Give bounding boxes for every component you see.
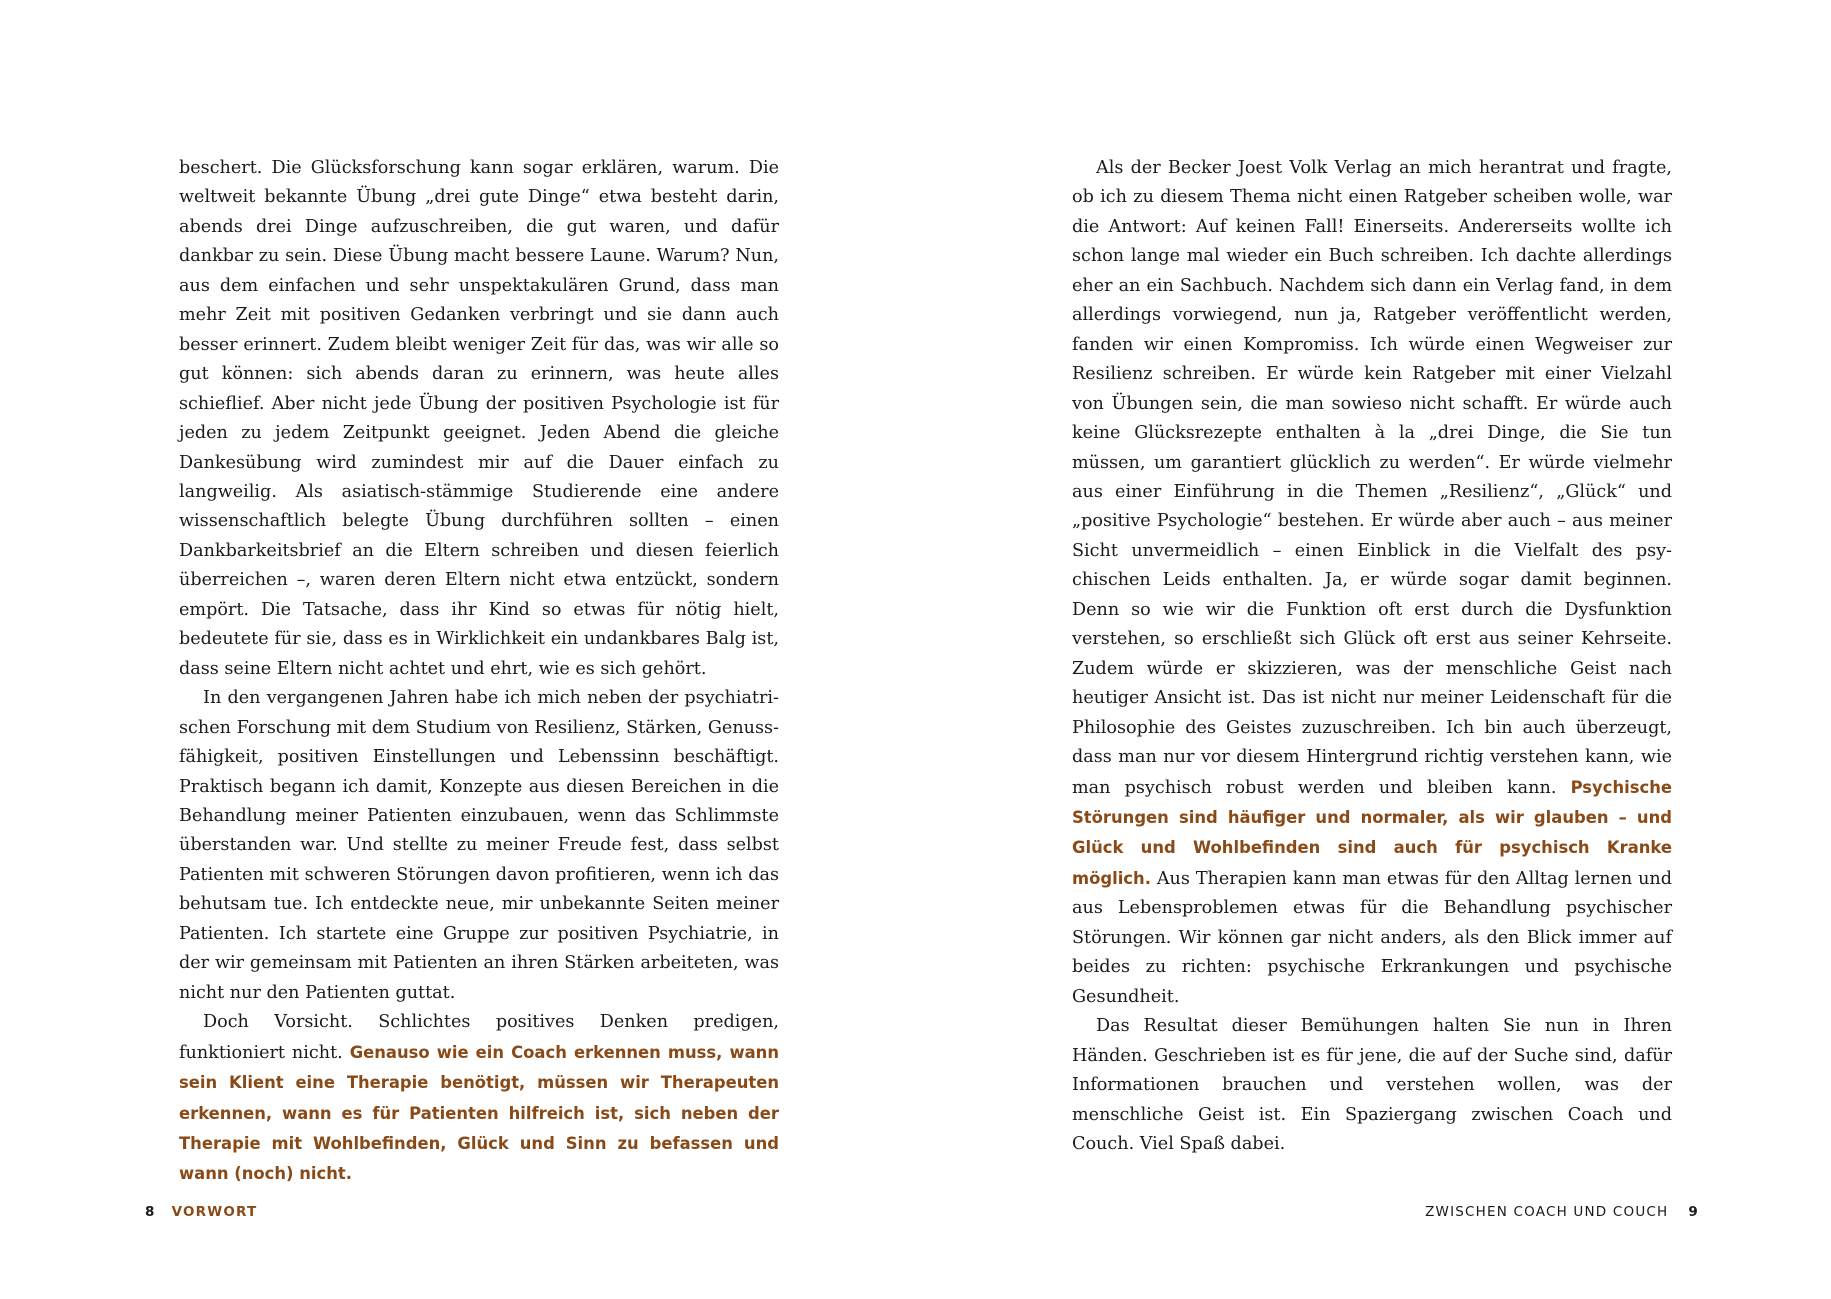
highlighted-statement: Genauso wie ein Coach erkennen muss, wann sein Klient eine Therapie benötigt, müssen wir Therapeuten erkennen, wann es für Patienten hilfreich ist, sich neben der Therapie mit Wohlbefinden, Glück und Sinn zu befassen und wann (noch) nicht. [179,1042,779,1184]
paragraph-text: In den vergangenen Jahren habe ich mich neben der psychiatrischen Forschung mit dem Studium von Resilienz, Stärken, Genussfähigkeit, positiven Einstellungen und Lebenssinn beschäftigt. Praktisch begann ich damit, Konzepte aus diesen Bereichen in die Behandlung meiner Patienten einzubauen, wenn das Schlimmste überstanden war. Und stellte zu meiner Freude fest, dass selbst Patienten mit schweren Störungen davon profitieren, wenn ich das behutsam tue. Ich entdeckte neue, mir unbekannte Seiten meiner Patienten. Ich startete eine Gruppe zur positiven Psychiatrie, in der wir gemeinsam mit Patienten an ihren Stärken arbeiteten, was nicht nur den Patienten guttat. [179,688,779,1003]
body-paragraph [179,154,779,684]
paragraph-text: Als der Becker Joest Volk Verlag an mich herantrat und fragte, ob ich zu diesem Thema nicht einen Ratgeber scheiben wolle, war die Antwort: Auf keinen Fall! Einerseits. Andererseits wollte ich schon lange mal wieder ein Buch schreiben. Ich dachte allerdings eher an ein Sachbuch. Nachdem sich dann ein Verlag fand, in dem allerdings vorwiegend, nun ja, Ratgeber veröffentlicht werden, fanden wir einen Kompromiss. Ich würde einen Wegweiser zur Resilienz schreiben. Er würde kein Ratgeber mit einer Vielzahl von Übungen sein, die man sowieso nicht schafft. Er würde auch keine Glücksrezepte enthalten à la „drei Dinge, die Sie tun müssen, um garantiert glücklich zu werden“. Er würde vielmehr aus einer Einführung in die Themen „Resilienz“, „Glück“ und „positive Psychologie“ bestehen. Er würde aber auch – aus meiner Sicht unvermeidlich – einen Einblick in die Vielfalt des psychischen Leids enthalten. Ja, er würde sogar damit beginnen. Denn so wie wir die Funktion oft erst durch die Dysfunktion verstehen, so erschließt sich Glück oft erst aus seiner Kehrseite. Zudem würde er skizzieren, was der menschliche Geist nach heutiger Ansicht ist. Das ist nicht nur meiner Leidenschaft für die Philosophie des Geistes zuzuschreiben. Ich bin auch überzeugt, dass man nur vor diesem Hintergrund richtig verstehen kann, wie man psychisch robust werden und bleiben kann. [1072,158,1672,798]
paragraph-text: Doch Vorsicht. Schlichtes positives Denken predigen, funktioniert nicht. [179,1012,779,1063]
highlighted-statement: Psychische Störungen sind häufiger und normaler, als wir glauben – und Glück und Wohlbefinden sind auch für psychisch Kranke möglich. [1072,777,1672,888]
right-page-footer [1425,1203,1699,1221]
body-paragraph [1072,1012,1672,1159]
paragraph-text: Aus Therapien kann man etwas für den Alltag lernen und aus Lebensproblemen etwas für die Behandlung psychischer Störungen. Wir können gar nicht anders, als den Blick immer auf beides zu richten: psychische Erkrankungen und psychische Gesundheit. [1072,868,1672,1007]
paragraph-text: Das Resultat dieser Bemühungen halten Sie nun in Ihren Händen. Geschrieben ist es für jene, die auf der Suche sind, dafür Informationen brauchen und verstehen wollen, was der menschliche Geist ist. Ein Spaziergang zwischen Coach und Couch. Viel Spaß dabei. [1072,1016,1672,1154]
body-paragraph [179,1008,779,1190]
page-number: 9 [1688,1204,1699,1220]
running-head: ZWISCHEN COACH UND COUCH [1425,1204,1669,1220]
right-text-column [1072,154,1672,1159]
body-paragraph [179,684,779,1008]
paragraph-text: beschert. Die Glücksforschung kann sogar erklären, warum. Die weltweit bekannte Übung „drei gute Dinge“ etwa besteht darin, abends drei Dinge aufzuschreiben, die gut waren, und dafür dankbar zu sein. Diese Übung macht bessere Laune. Warum? Nun, aus dem einfachen und sehr unspektakulären Grund, dass man mehr Zeit mit positiven Gedanken verbringt und sie dann auch besser erinnert. Zudem bleibt weniger Zeit für das, was wir alle so gut können: sich abends daran zu erinnern, was heute alles schieflief. Aber nicht jede Übung der positiven Psychologie ist für jeden zu jedem Zeitpunkt geeignet. Jeden Abend die gleiche Dankesübung wird zumindest mir auf die Dauer einfach zu langweilig. Als asiatisch-stämmige Studierende eine andere wissenschaftlich belegte Übung durchführen sollten – einen Dankbarkeitsbrief an die Eltern schreiben und diesen feierlich überreichen –, waren deren Eltern nicht etwa entzückt, sondern empört. Die Tatsache, dass ihr Kind so etwas für nötig hielt, bedeutete für sie, dass es in Wirklichkeit ein undankbares Balg ist, dass seine Eltern nicht achtet und ehrt, wie es sich gehört. [179,158,779,679]
left-text-column [179,154,779,1190]
body-paragraph [1072,154,1672,1012]
left-page-footer [145,1203,257,1221]
section-title: VORWORT [171,1204,258,1220]
page-number: 8 [145,1204,156,1220]
